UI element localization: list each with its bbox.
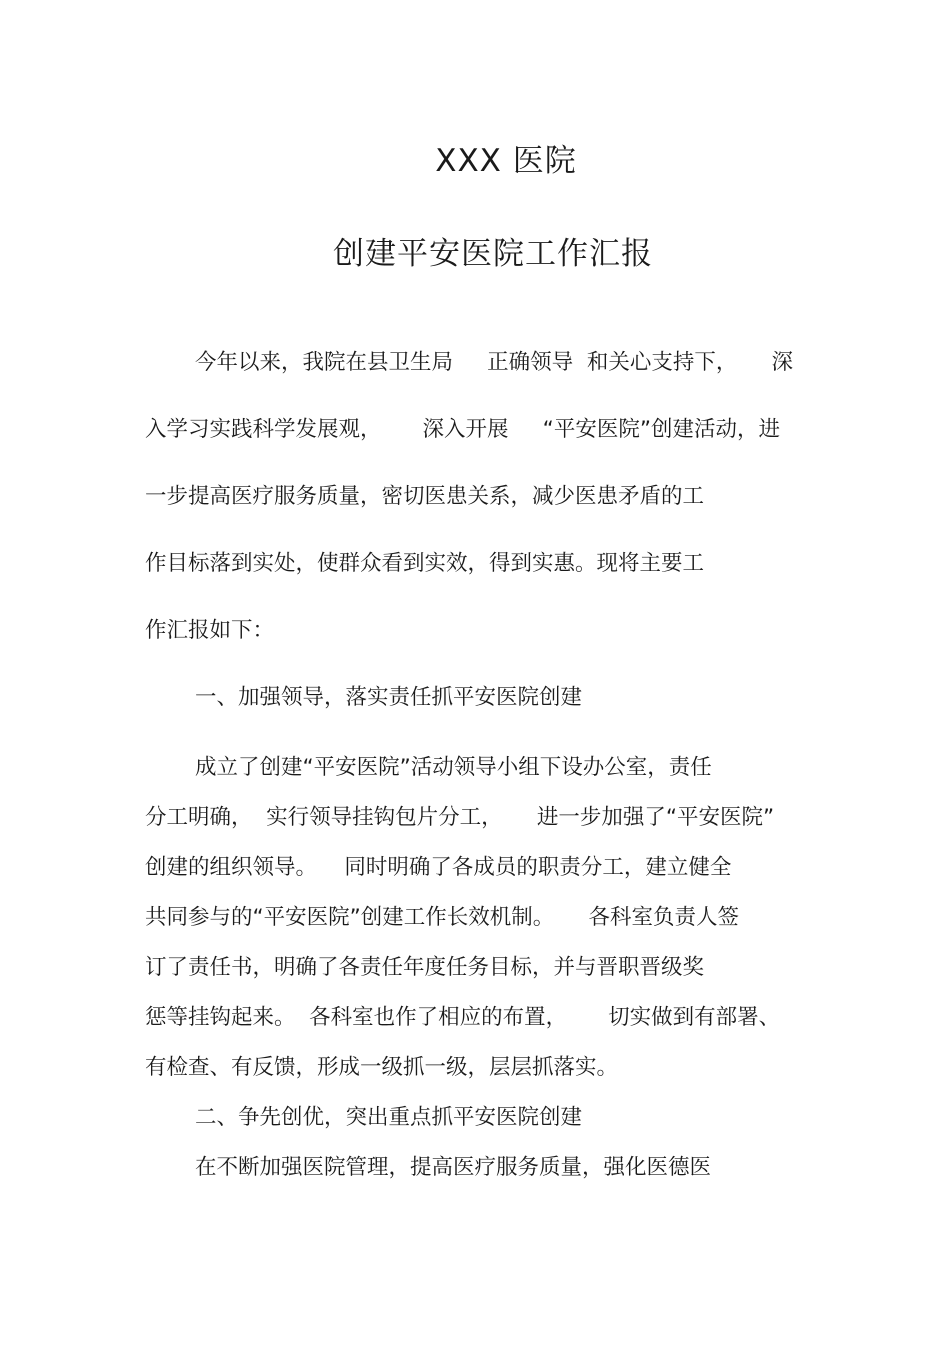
document-title-hospital: XXX 医院 xyxy=(435,143,577,179)
paragraph-line: 在不断加强医院管理，提高医疗服务质量，强化医德医 xyxy=(195,1155,712,1180)
document-title-report: 创建平安医院工作汇报 xyxy=(333,236,653,272)
paragraph-line: 分工明确， 实行领导挂钩包片分工， 进一步加强了“平安医院” xyxy=(145,805,775,830)
section-heading-1: 一、加强领导，落实责任抓平安医院创建 xyxy=(195,685,583,710)
paragraph-line: 有检查、有反馈，形成一级抓一级，层层抓落实。 xyxy=(145,1055,619,1080)
paragraph-line: 创建的组织领导。 同时明确了各成员的职责分工，建立健全 xyxy=(145,855,732,880)
paragraph-line: 订了责任书，明确了各责任年度任务目标，并与晋职晋级奖 xyxy=(145,955,705,980)
paragraph-line: 成立了创建“平安医院”活动领导小组下设办公室，责任 xyxy=(195,755,712,780)
paragraph-line: 惩等挂钩起来。 各科室也作了相应的布置， 切实做到有部署、 xyxy=(145,1005,781,1030)
section-heading-2: 二、争先创优，突出重点抓平安医院创建 xyxy=(195,1105,583,1130)
paragraph-line: 作汇报如下： xyxy=(145,618,275,643)
paragraph-line: 作目标落到实处，使群众看到实效，得到实惠。现将主要工 xyxy=(145,551,705,576)
paragraph-line: 共同参与的“平安医院”创建工作长效机制。 各科室负责人签 xyxy=(145,905,739,930)
paragraph-line: 入学习实践科学发展观， 深入开展 “平安医院”创建活动，进 xyxy=(145,417,780,442)
paragraph-line: 一步提高医疗服务质量，密切医患关系，减少医患矛盾的工 xyxy=(145,484,705,509)
paragraph-line: 今年以来，我院在县卫生局 正确领导 和关心支持下， 深 xyxy=(195,350,794,375)
